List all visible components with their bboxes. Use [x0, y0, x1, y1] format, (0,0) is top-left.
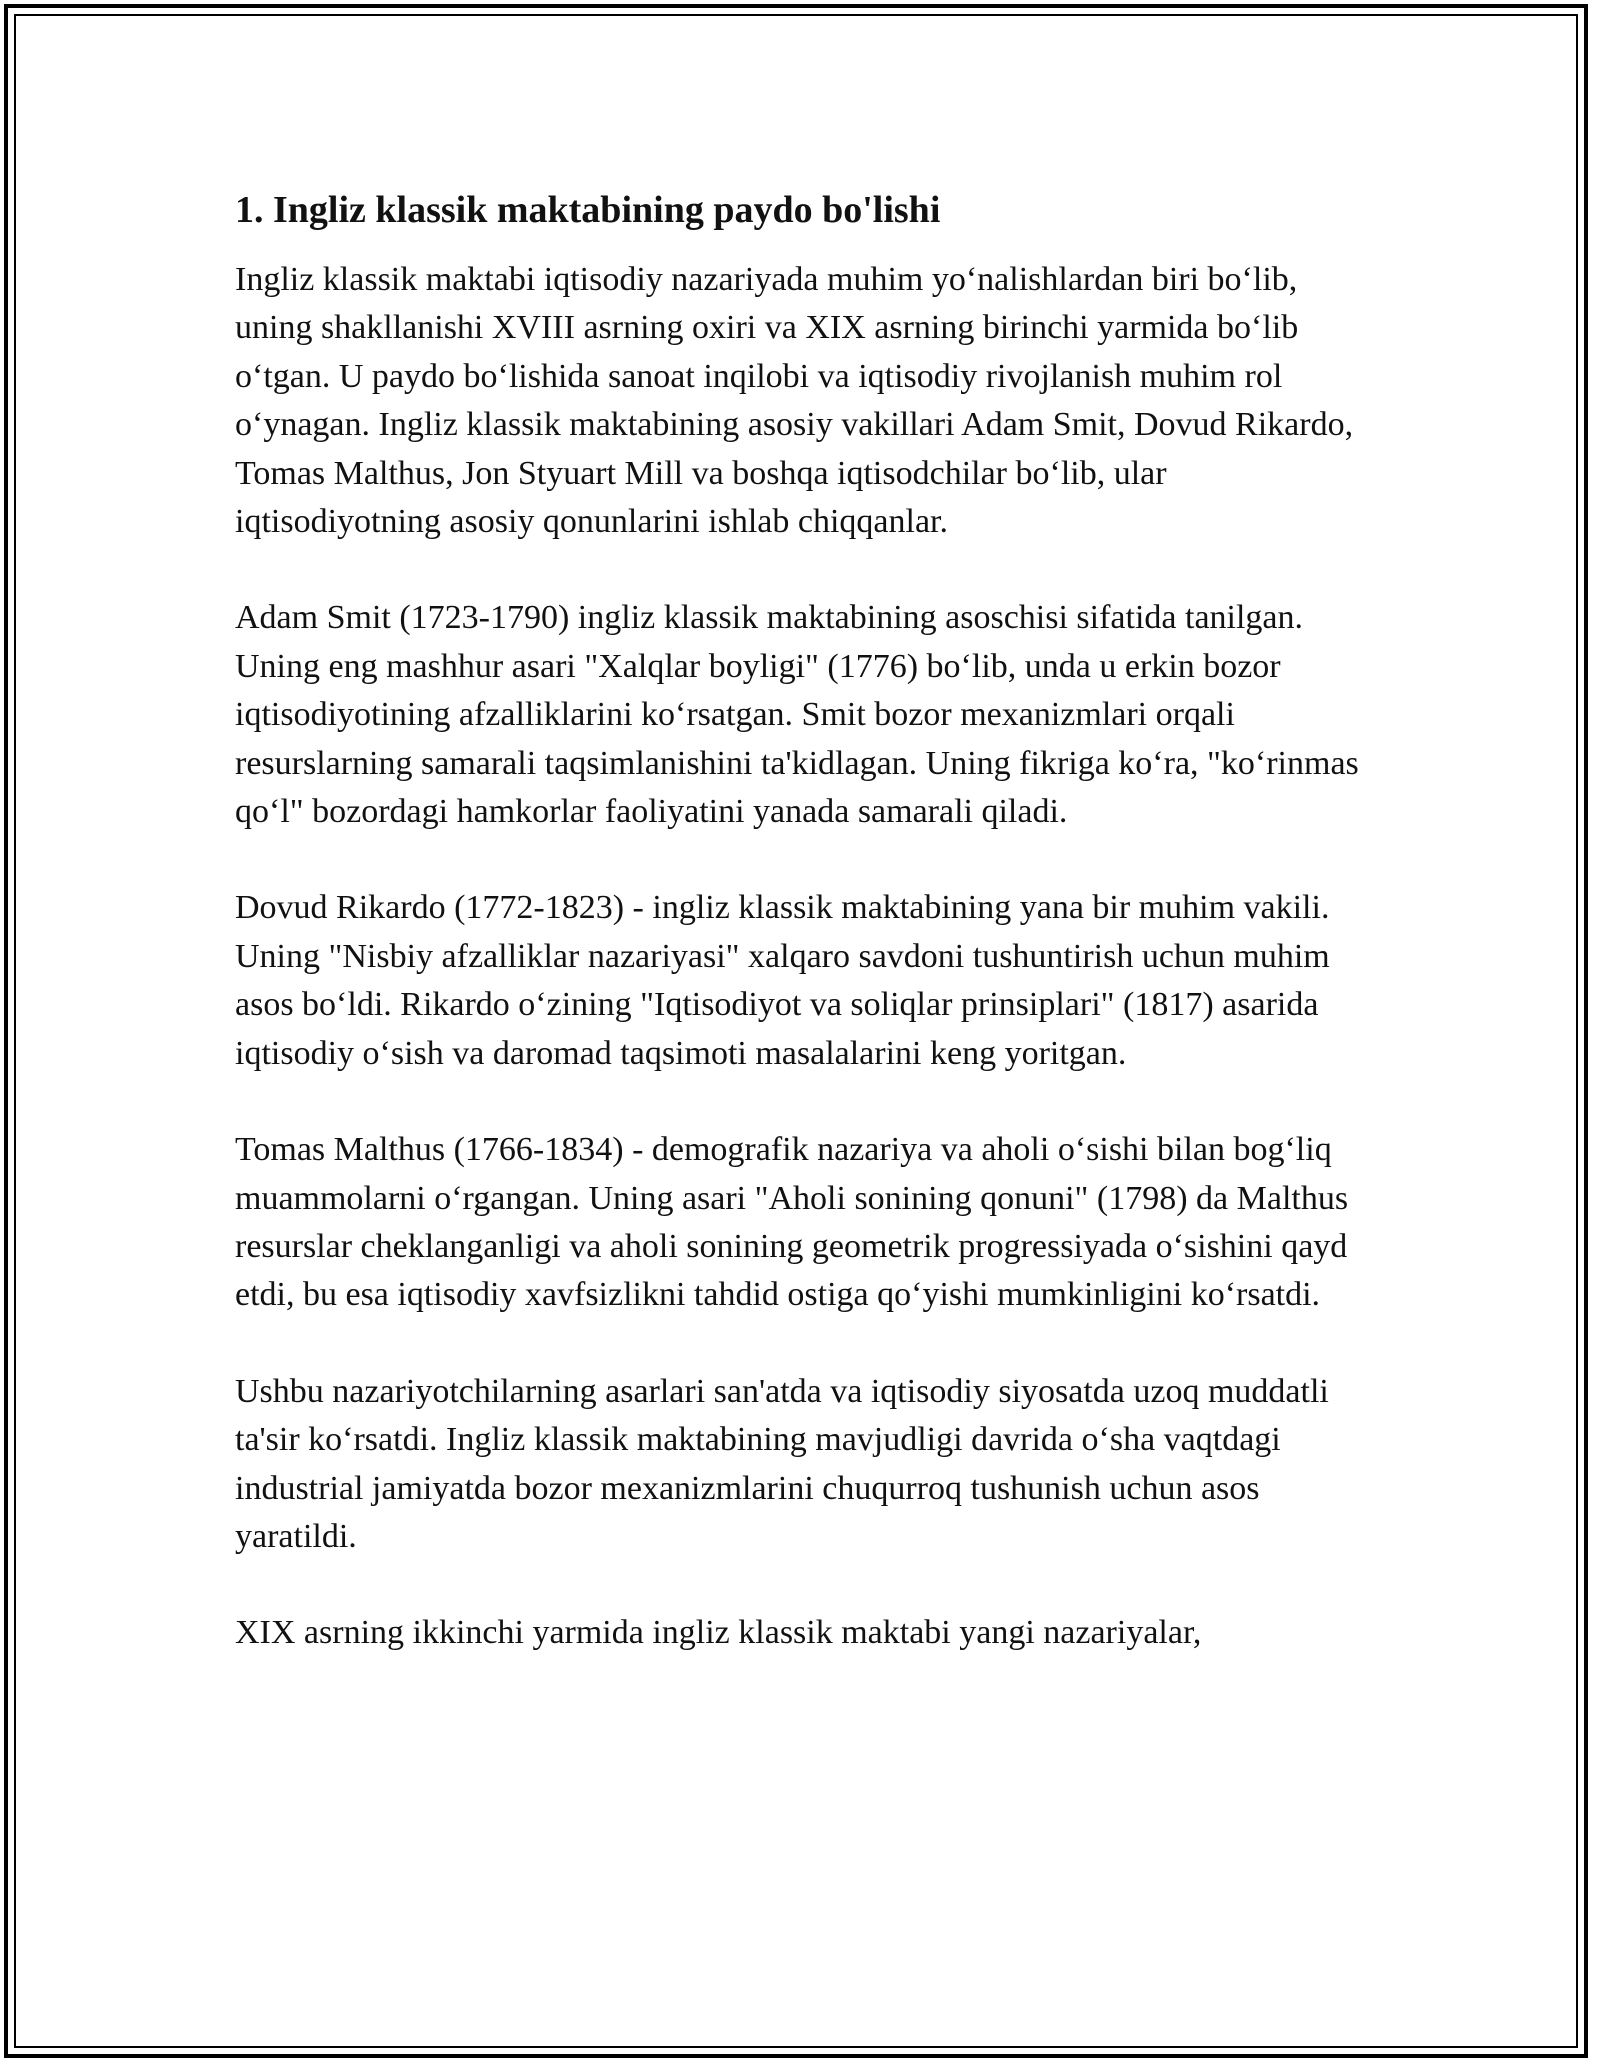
paragraph-dovud-rikardo: Dovud Rikardo (1772-1823) - ingliz klassik maktabining yana bir muhim vakili. Uning "Nisbiy afzalliklar nazariyasi" xalqaro savdoni tushuntirish uchun muhim asos bo‘ldi. Rikardo o‘zining "Iqtisodiyot va soliqlar prinsiplari" (1817) asarida iqtisodiy o‘sish va daromad taqsimoti masalalarini keng yoritgan.	[235, 889, 1330, 1072]
section-heading: 1. Ingliz klassik maktabining paydo bo'lishi	[235, 189, 941, 231]
paragraph-influence: Ushbu nazariyotchilarning asarlari san'atda va iqtisodiy siyosatda uzoq muddatli ta'sir ko‘rsatdi. Ingliz klassik maktabining mavjudligi davrida o‘sha vaqtdagi industrial jamiyatda bozor mexanizmlarini chuqurroq tushunish uchun asos yaratildi.	[235, 1372, 1329, 1555]
paragraph-tomas-malthus: Tomas Malthus (1766-1834) - demografik nazariya va aholi o‘sishi bilan bog‘liq muammolarni o‘rgangan. Uning asari "Aholi sonining qonuni" (1798) da Malthus resurslar cheklanganligi va aholi sonining geometrik progressiyada o‘sishini qayd etdi, bu esa iqtisodiy xavfsizlikni tahdid ostiga qo‘yishi mumkinligini ko‘rsatdi.	[235, 1131, 1349, 1314]
document-body	[235, 186, 1365, 1706]
paragraph-adam-smit: Adam Smit (1723-1790) ingliz klassik maktabining asoschisi sifatida tanilgan. Uning eng mashhur asari "Xalqlar boyligi" (1776) bo‘lib, unda u erkin bozor iqtisodiyotining afzalliklarini ko‘rsatgan. Smit bozor mexanizmlari orqali resurslarning samarali taqsimlanishini ta'kidlagan. Uning fikriga ko‘ra, "ko‘rinmas qo‘l" bozordagi hamkorlar faoliyatini yanada samarali qiladi.	[235, 599, 1359, 831]
paragraph-intro: Ingliz klassik maktabi iqtisodiy nazariyada muhim yo‘nalishlardan biri bo‘lib, uning shakllanishi XVIII asrning oxiri va XIX asrning birinchi yarmida bo‘lib o‘tgan. U paydo bo‘lishida sanoat inqilobi va iqtisodiy rivojlanish muhim rol o‘ynagan. Ingliz klassik maktabining asosiy vakillari Adam Smit, Dovud Rikardo, Tomas Malthus, Jon Styuart Mill va boshqa iqtisodchilar bo‘lib, ular iqtisodiyotning asosiy qonunlarini ishlab chiqqanlar.	[235, 261, 1354, 541]
paragraph-xix-century: XIX asrning ikkinchi yarmida ingliz klassik maktabi yangi nazariyalar,	[235, 1614, 1202, 1652]
